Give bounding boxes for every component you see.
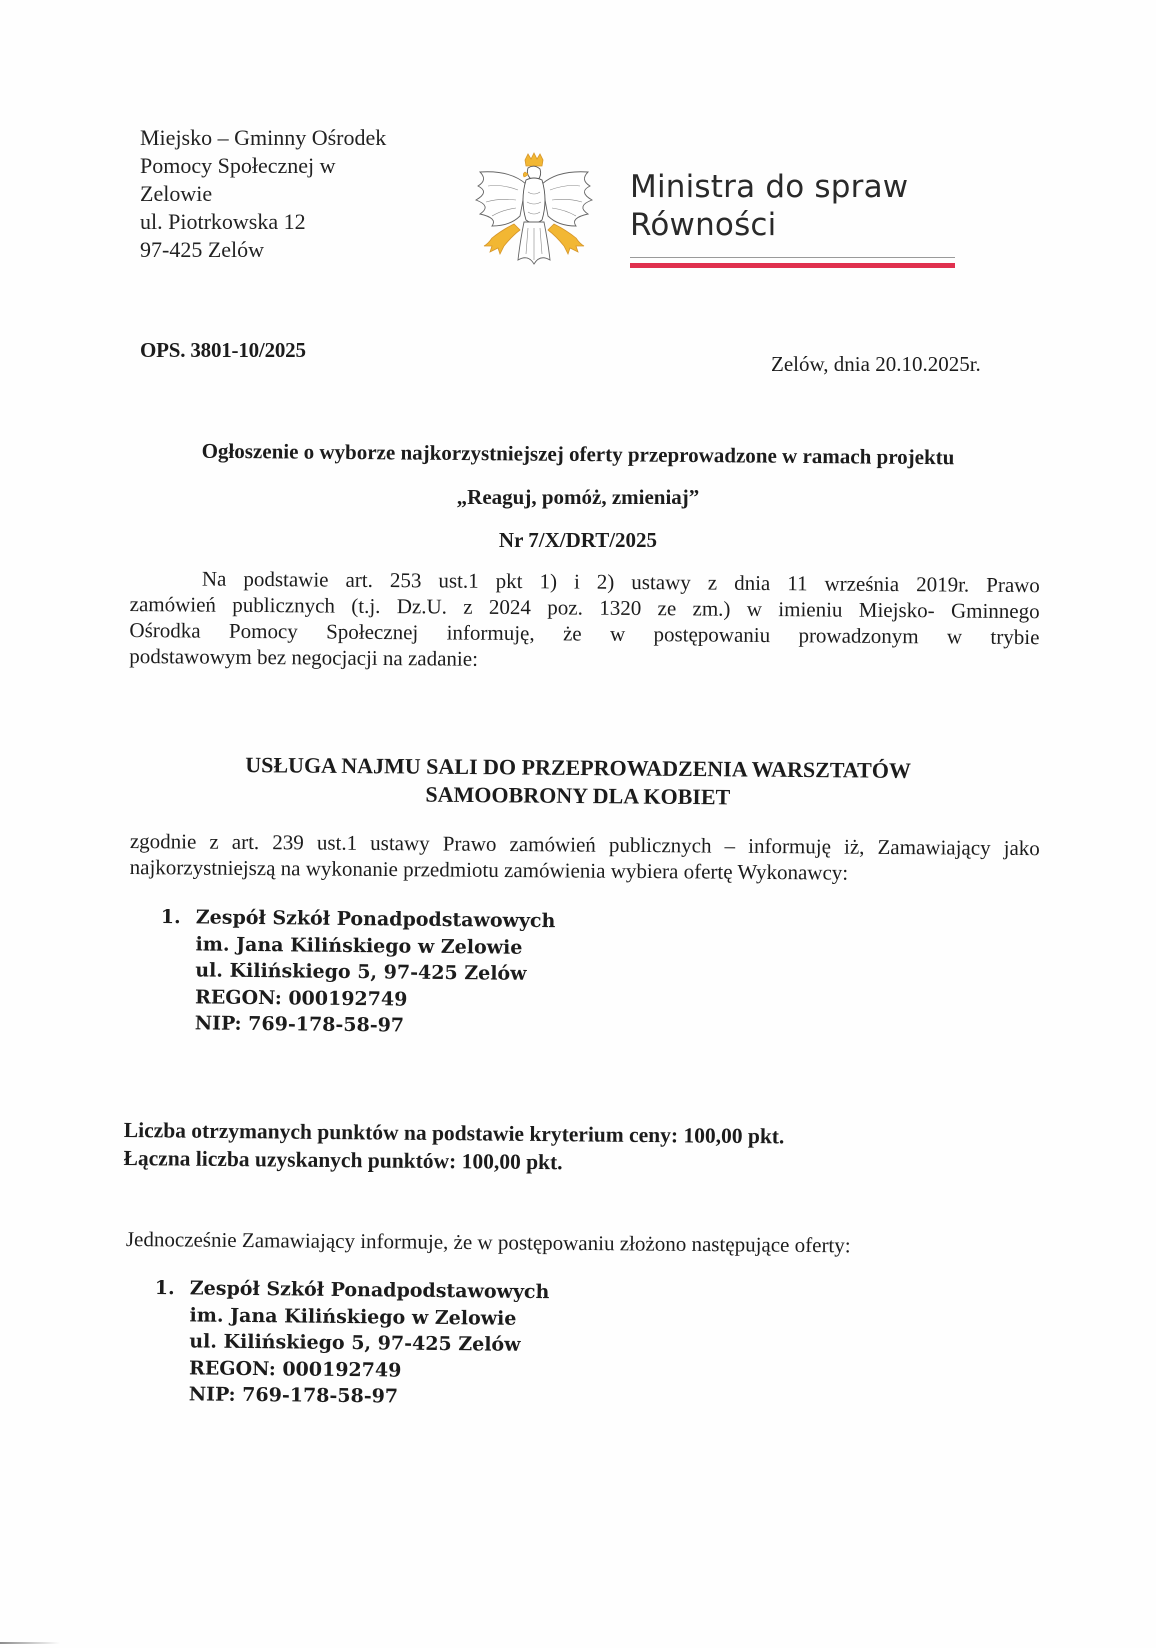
company-name: Zespół Szkół Ponadpodstawowych [189,1277,550,1304]
company-regon: REGON: 000192749 [188,1356,402,1382]
scan-edge-artifact [0,1642,60,1644]
ministry-header [470,150,970,280]
ministry-name [630,168,908,244]
paragraph-line: podstawowym bez negocjacji na zadanie: [129,643,479,671]
company-regon: REGON: 000192749 [194,985,408,1011]
polish-eagle-emblem-icon [470,150,598,268]
intro-paragraph [129,565,1040,676]
points-summary [123,1116,784,1178]
submitted-offer [154,1275,550,1412]
project-number: Nr 7/X/DRT/2025 [498,528,658,552]
place-and-date: Zelów, dnia 20.10.2025r. [771,352,981,376]
company-name: Zespół Szkół Ponadpodstawowych [195,906,556,933]
subject-line: SAMOOBRONY DLA KOBIET [425,781,731,810]
company-name-2: im. Jana Kilińskiego w Zelowie [189,1303,517,1330]
sender-address-block [140,124,386,264]
paragraph-line: Ośrodka Pomocy Społecznej informuję, że w postępowaniu prowadzonym w trybie [129,617,1040,650]
contract-subject [0,749,1156,815]
company-nip: NIP: 769-178-58-97 [188,1383,399,1408]
submitted-offers-intro: Jednocześnie Zamawiający informuje, że w postępowaniu złożono następujące oferty: [125,1227,851,1258]
reference-number: OPS. 3801-10/2025 [140,338,306,362]
ministry-name-line1: Ministra do spraw [630,169,909,205]
price-criterion-points: Liczba otrzymanych punktów na podstawie kryterium ceny: 100,00 pkt. [123,1117,785,1149]
sender-line: Miejsko – Gminny Ośrodek [140,125,387,150]
sender-line: Zelowie [140,181,213,206]
ministry-name-line2: Równości [630,207,777,243]
paragraph-line: zamówień publicznych (t.j. Dz.U. z 2024 poz. 1320 ze zm.) w imieniu Miejsko- Gminnego [129,591,1040,624]
header-divider-red [630,263,955,268]
paragraph-line: najkorzystniejszą na wykonanie przedmiotu zamówienia wybiera ofertę Wykonawcy: [129,854,849,885]
company-nip: NIP: 769-178-58-97 [194,1012,405,1037]
company-name-2: im. Jana Kilińskiego w Zelowie [195,932,523,959]
company-address: ul. Kilińskiego 5, 97-425 Zelów [195,959,527,985]
selection-paragraph [130,828,1040,887]
header-divider-grey [630,257,955,258]
sender-line: Pomocy Społecznej w [140,153,336,178]
sender-line: ul. Piotrkowska 12 [140,209,306,234]
list-number: 1. [160,905,181,929]
company-address: ul. Kilińskiego 5, 97-425 Zelów [189,1330,521,1356]
paragraph-line: zgodnie z art. 239 ust.1 ustawy Prawo zamówień publicznych – informuję iż, Zamawiający jako [129,828,1040,861]
announcement-title: Ogłoszenie o wyborze najkorzystniejszej oferty przeprowadzone w ramach projektu [201,438,955,470]
subject-line: USŁUGA NAJMU SALI DO PRZEPROWADZENIA WARSZTATÓW [245,752,912,783]
list-number: 1. [154,1276,175,1300]
project-name: „Reaguj, pomóż, zmieniaj” [456,485,700,509]
sender-line: 97-425 Zelów [140,237,265,262]
total-points: Łączna liczba uzyskanych punktów: 100,00 pkt. [123,1145,563,1175]
selected-offer [160,904,556,1041]
paragraph-line: Na podstawie art. 253 ust.1 pkt 1) i 2) ustawy z dnia 11 września 2019r. Prawo [201,566,1040,598]
